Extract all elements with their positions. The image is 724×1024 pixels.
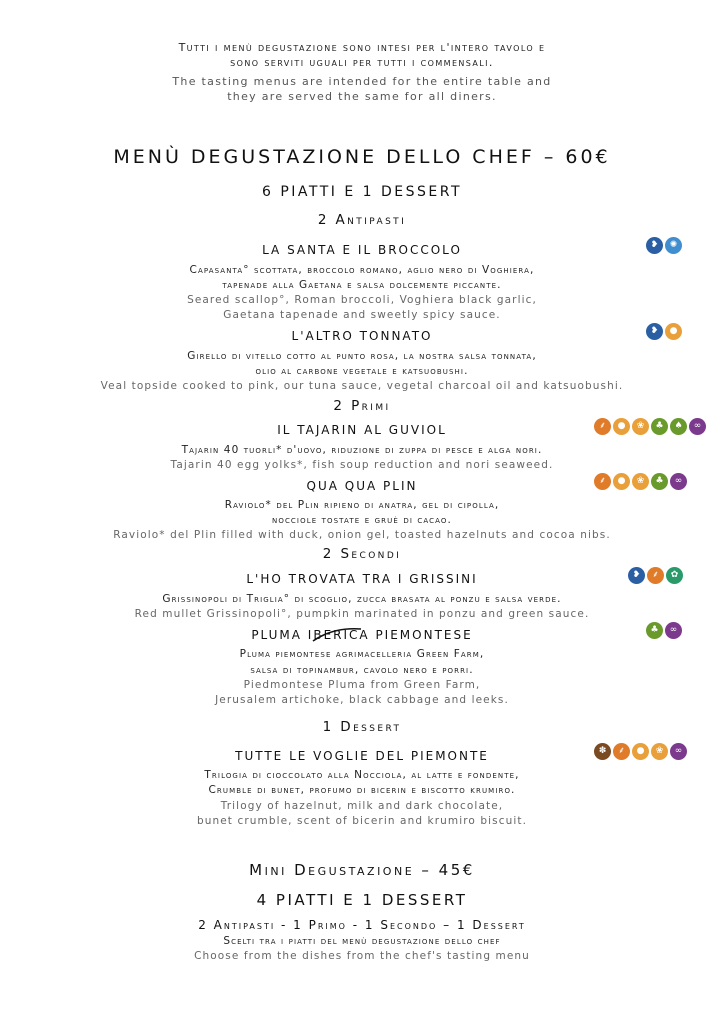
allergen-icons <box>646 323 682 340</box>
dish-description-it: Capasanta° scottata, broccolo romano, aglio nero di Voghiera, <box>189 264 535 276</box>
dish-name: TUTTE LE VOGLIE DEL PIEMONTE <box>235 749 489 763</box>
egg-icon: ● <box>613 418 630 435</box>
dish-name: L'ALTRO TONNATO <box>291 329 433 343</box>
celery-icon: ♣ <box>646 622 663 639</box>
sulphites-icon: ∞ <box>689 418 706 435</box>
dish-description-it: Raviolo* del Plin ripieno di anatra, gel di cipolla, <box>224 499 500 511</box>
celery-icon: ♣ <box>651 473 668 490</box>
dish-name <box>0 628 724 642</box>
sulphites-icon: ∞ <box>670 743 687 760</box>
dish-description-it: Crumble di bunet, profumo di bicerin e biscotto krumiro. <box>208 784 516 796</box>
gluten-icon: ⸙ <box>647 567 664 584</box>
notice-en-line2: they are served the same for all diners. <box>227 90 497 103</box>
sulphites-icon: ∞ <box>665 622 682 639</box>
strike-through-mark <box>311 625 363 645</box>
fish-icon: ❥ <box>646 323 663 340</box>
dish-description-it: tapenade alla Gaetana e salsa dolcemente piccante. <box>222 279 502 291</box>
chef-menu-subtitle: 6 PIATTI E 1 DESSERT <box>261 184 462 200</box>
dish-description-it: Girello di vitello cotto al punto rosa, la nostra salsa tonnata, <box>187 350 537 362</box>
dish-description-en: Veal topside cooked to pink, our tuna sauce, vegetal charcoal oil and katsuobushi. <box>100 380 624 392</box>
nuts-icon: ❀ <box>632 418 649 435</box>
dish-description-it: olio al carbone vegetale e katsuobushi. <box>255 365 469 377</box>
dish-name-start: PLUMA I <box>251 628 314 642</box>
nuts-icon: ✽ <box>594 743 611 760</box>
notice-it-line2: sono serviti uguali per tutti i commensali. <box>230 56 494 69</box>
mustard-icon: ♠ <box>670 418 687 435</box>
mini-menu-composition: 2 Antipasti - 1 Primo - 1 Secondo – 1 Dessert <box>198 918 526 932</box>
dish-description-it: Tajarin 40 tuorli* d'uovo, riduzione di zuppa di pesce e alga nori. <box>181 444 543 456</box>
dish-description-en: Piedmontese Pluma from Green Farm, <box>243 679 481 691</box>
struck-word: BERICA <box>313 628 369 642</box>
dish-name: LA SANTA E IL BROCCOLO <box>262 243 462 257</box>
dish-name: L'HO TROVATA TRA I GRISSINI <box>246 572 478 586</box>
dish-description-it: Grissinopoli di Triglia° di scoglio, zucca brasata al ponzu e salsa verde. <box>162 593 562 605</box>
gluten-icon: ⸙ <box>594 473 611 490</box>
dish-description-en: Jerusalem artichoke, black cabbage and leeks. <box>215 694 509 706</box>
allergen-icons <box>594 473 687 490</box>
mini-menu-note-it: Scelti tra i piatti del menù degustazione dello chef <box>223 935 501 947</box>
soy-icon: ✿ <box>666 567 683 584</box>
dish-description-it: salsa di topinambur, cavolo nero e porri. <box>250 664 474 676</box>
allergen-icons <box>646 237 682 254</box>
dish-description-en: Gaetana tapenade and sweetly spicy sauce. <box>223 309 501 321</box>
nuts-icon: ❀ <box>632 473 649 490</box>
egg-icon: ● <box>613 473 630 490</box>
chef-menu-title: MENÙ DEGUSTAZIONE DELLO CHEF – 60€ <box>113 146 611 168</box>
fish-icon: ❥ <box>628 567 645 584</box>
allergen-icons <box>628 567 683 584</box>
dish-description-en: Raviolo* del Plin filled with duck, onion gel, toasted hazelnuts and cocoa nibs. <box>113 529 611 541</box>
mini-menu-note-en: Choose from the dishes from the chef's tasting menu <box>194 950 530 962</box>
egg-icon: ● <box>665 323 682 340</box>
dish-description-en: Red mullet Grissinopoli°, pumpkin marinated in ponzu and green sauce. <box>134 608 590 620</box>
allergen-icons <box>594 743 687 760</box>
dish-name: IL TAJARIN AL GUVIOL <box>277 423 447 437</box>
secondi-heading: 2 Secondi <box>322 546 402 562</box>
dish-name: QUA QUA PLIN <box>306 479 418 493</box>
dish-description-en: Seared scallop°, Roman broccoli, Voghiera black garlic, <box>187 294 537 306</box>
allergen-icons <box>646 622 682 639</box>
dish-description-en: bunet crumble, scent of bicerin and krumiro biscuit. <box>196 815 528 827</box>
notice-it-line1: Tutti i menù degustazione sono intesi per l'intero tavolo e <box>178 41 546 54</box>
dish-description-en: Tajarin 40 egg yolks*, fish soup reduction and nori seaweed. <box>170 459 554 471</box>
dish-description-it: Trilogia di cioccolato alla Nocciola, al latte e fondente, <box>204 769 520 781</box>
gluten-icon: ⸙ <box>613 743 630 760</box>
dish-description-it: Pluma piemontese agrimacelleria Green Farm, <box>239 648 485 660</box>
dish-name-end: PIEMONTESE <box>369 628 473 642</box>
milk-icon: ❀ <box>651 743 668 760</box>
mini-menu-subtitle: 4 PIATTI E 1 DESSERT <box>256 891 468 909</box>
sulphites-icon: ∞ <box>670 473 687 490</box>
mini-menu-title: Mini Degustazione – 45€ <box>249 861 475 879</box>
antipasti-heading: 2 Antipasti <box>317 212 407 228</box>
celery-icon: ♣ <box>651 418 668 435</box>
dish-description-it: nocciole tostate e gruè di cacao. <box>272 514 452 526</box>
fish-icon: ❥ <box>646 237 663 254</box>
egg-icon: ● <box>632 743 649 760</box>
dish-description-en: Trilogy of hazelnut, milk and dark chocolate, <box>220 800 504 812</box>
allergen-icons <box>594 418 706 435</box>
notice-en-line1: The tasting menus are intended for the entire table and <box>172 75 552 88</box>
shellfish-icon: ✺ <box>665 237 682 254</box>
primi-heading: 2 Primi <box>333 398 391 414</box>
dessert-heading: 1 Dessert <box>322 719 402 735</box>
gluten-icon: ⸙ <box>594 418 611 435</box>
